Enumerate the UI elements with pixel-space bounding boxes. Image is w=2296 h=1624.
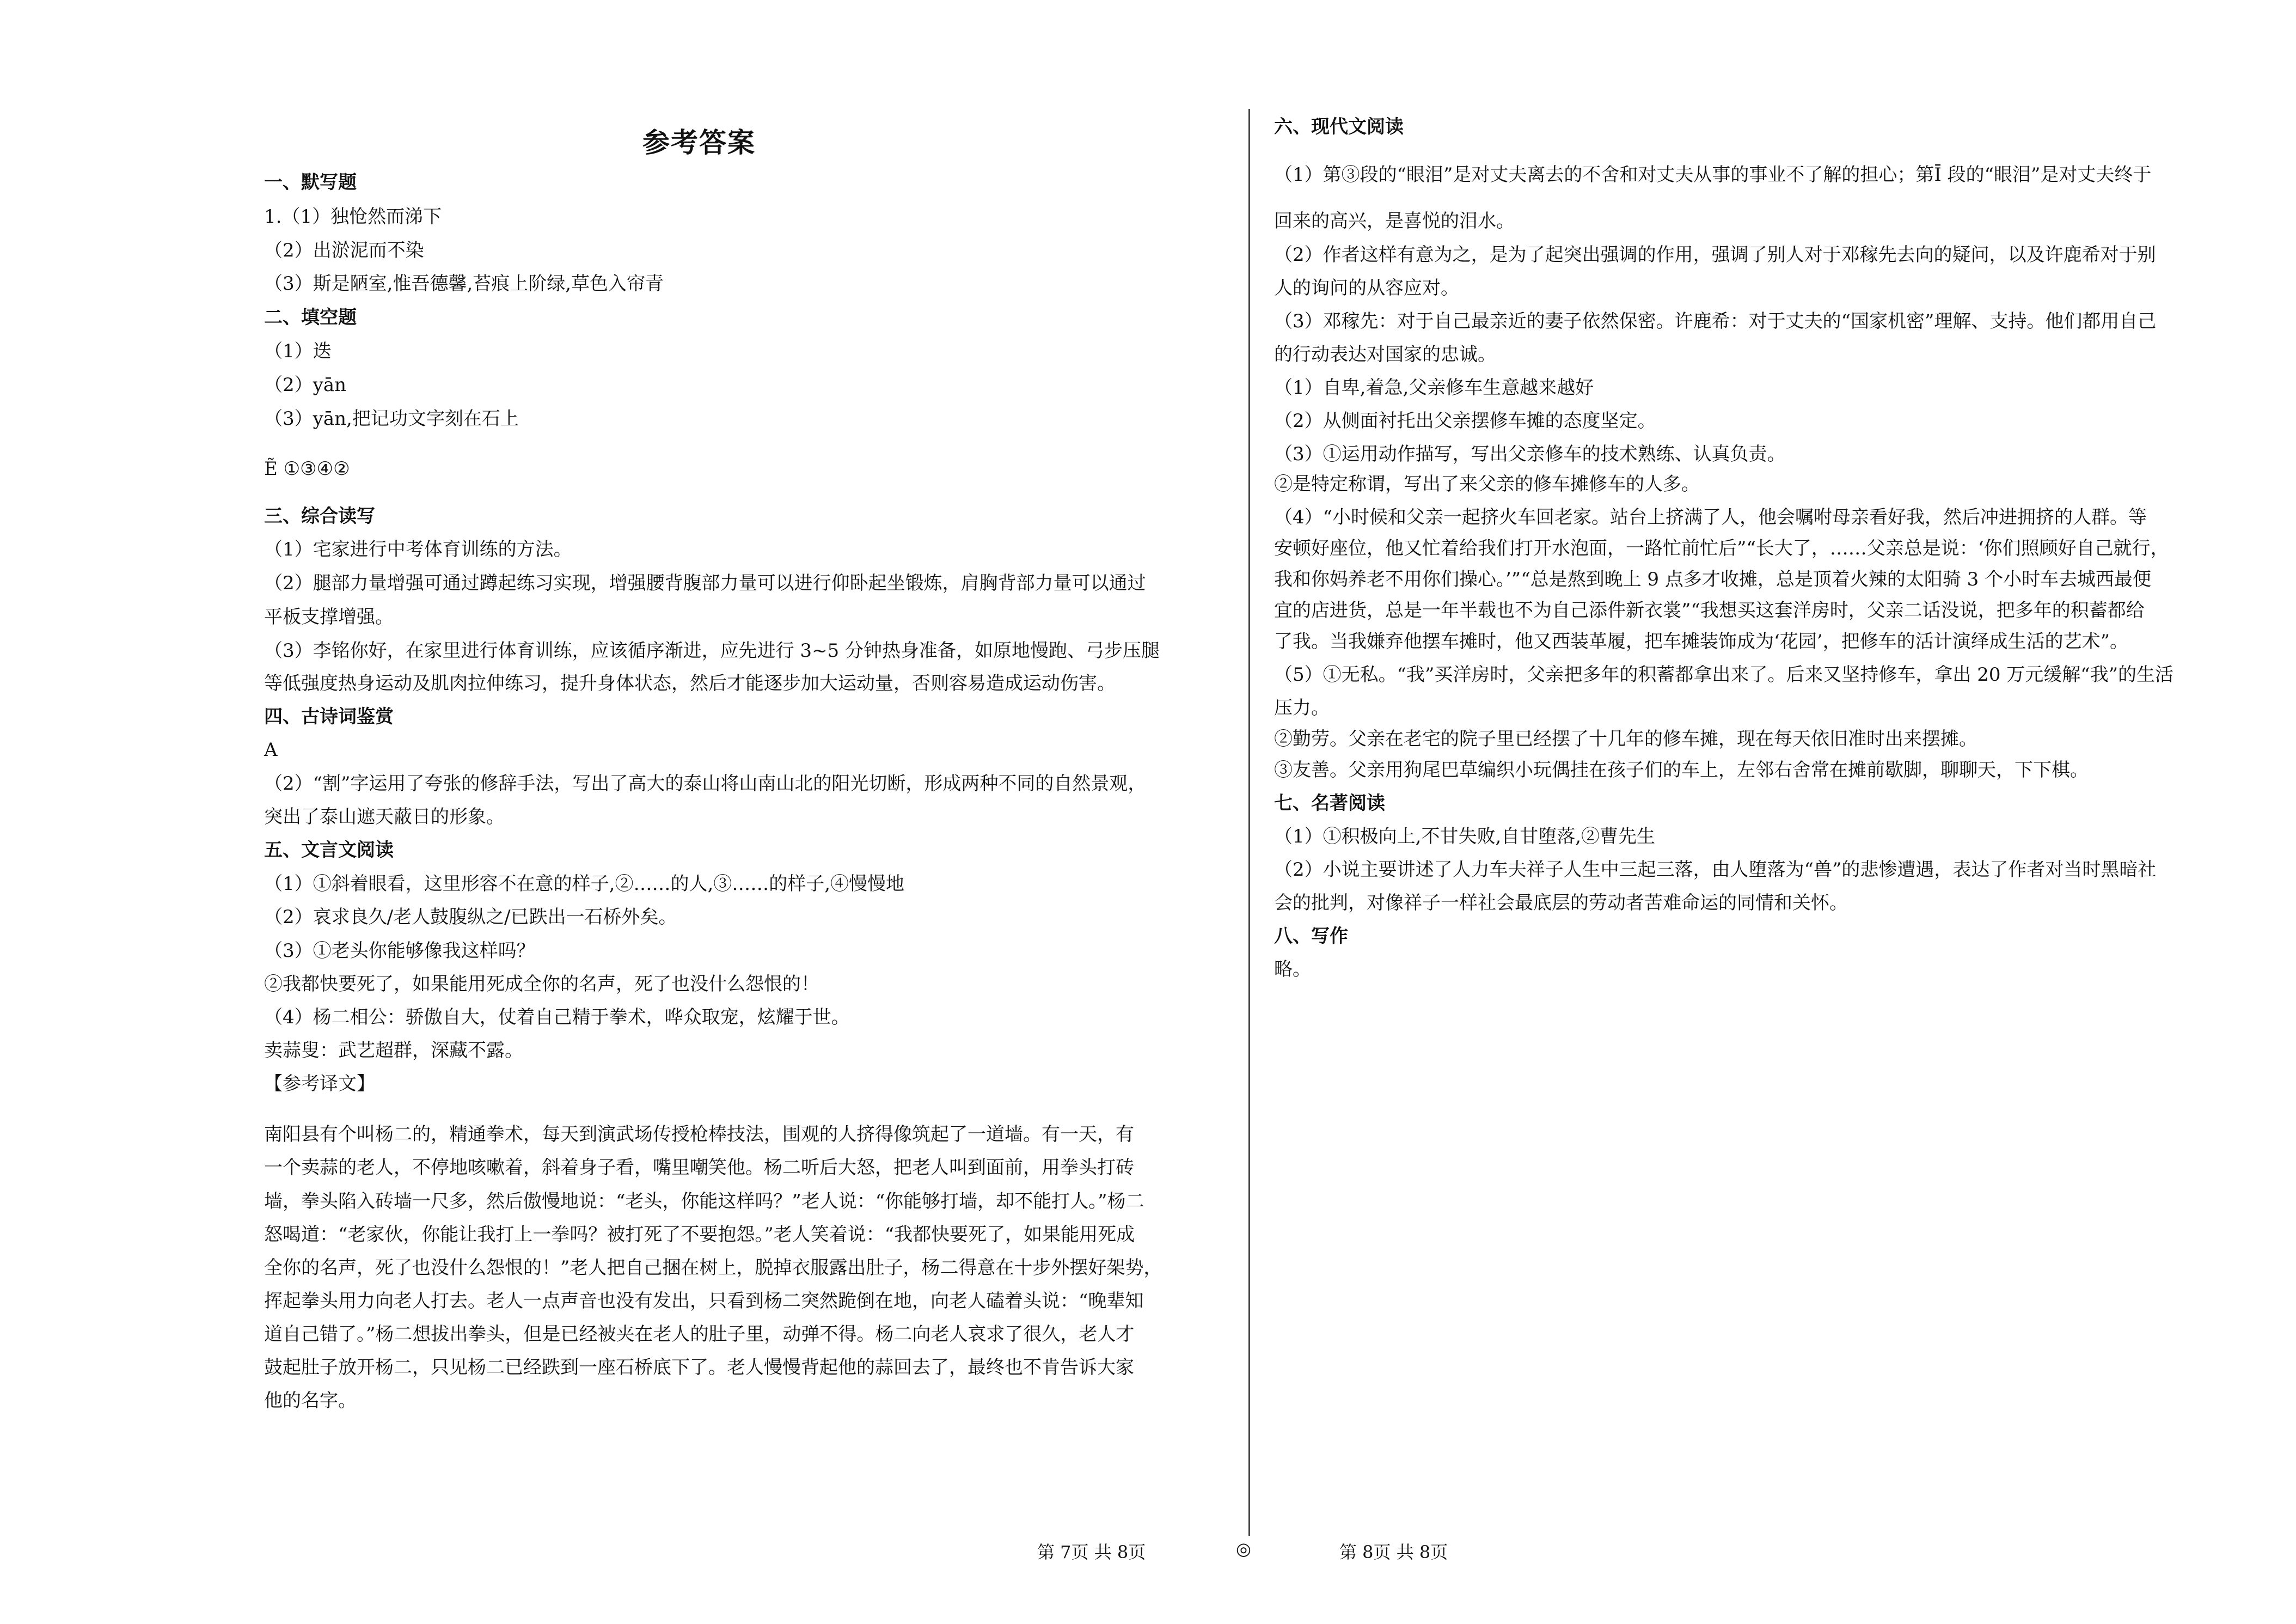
text-line: 突出了泰山遮天蔽日的形象。 xyxy=(264,806,505,828)
text-line: 【参考译文】 xyxy=(264,1073,375,1095)
text-line: 全你的名声，死了也没什么怨恨的！”老人把自己捆在树上，脱掉衣服露出肚子，杨二得意在十步外摆好架势， xyxy=(264,1257,1162,1279)
text-line: 我和你妈养老不用你们操心。’”“总是熬到晚上 9 点多才收摊，总是顶着火辣的太阳骑 3 个小时车去城西最便 xyxy=(1274,569,2152,590)
text-line: （2）哀求良久/老人鼓腹纵之/已跌出一石桥外矣。 xyxy=(264,906,677,928)
text-line: （1）第③段的“眼泪”是对丈夫离去的不舍和对丈夫从事的事业不了解的担心；第Ī 段的“眼泪”是对丈夫终于 xyxy=(1274,164,2152,186)
section-heading: 六、现代文阅读 xyxy=(1274,116,1404,138)
text-line: ③友善。父亲用狗尾巴草编织小玩偶挂在孩子们的车上，左邻右舍常在摊前歇脚，聊聊天，下下棋。 xyxy=(1274,759,2089,781)
text-line: （5）①无私。“我”买洋房时，父亲把多年的积蓄都拿出来了。后来又坚持修车，拿出 20 万元缓解“我”的生活 xyxy=(1274,664,2174,686)
text-line: 1.（1）独怆然而涕下 xyxy=(264,206,442,228)
text-line: （2）“割”字运用了夸张的修辞手法，写出了高大的泰山将山南山北的阳光切断，形成两种不同的自然景观， xyxy=(264,773,1147,795)
text-line: ②我都快要死了，如果能用死成全你的名声，死了也没什么怨恨的！ xyxy=(264,973,819,995)
text-line: 了我。当我嫌弃他摆车摊时，他又西装革履，把车摊装饰成为‘花园’，把修车的活计演绎成生活的艺术”。 xyxy=(1274,631,2128,652)
text-line: 道自己错了。”杨二想拔出拳头，但是已经被夹在老人的肚子里，动弹不得。杨二向老人哀求了很久，老人才 xyxy=(264,1323,1135,1345)
text-line: 人的询问的从容应对。 xyxy=(1274,277,1459,299)
text-line: （2）小说主要讲述了人力车夫祥子人生中三起三落，由人堕落为“兽”的悲惨遭遇，表达了作者对当时黑暗社 xyxy=(1274,859,2157,881)
text-line: （3）李铭你好，在家里进行体育训练，应该循序渐进，应先进行 3~5 分钟热身准备，如原地慢跑、弓步压腿 xyxy=(264,640,1160,662)
text-line: （3）yān,把记功文字刻在石上 xyxy=(264,408,519,430)
text-line: 南阳县有个叫杨二的，精通拳术，每天到演武场传授枪棒技法，围观的人挤得像筑起了一道墙。有一天，有 xyxy=(264,1124,1134,1145)
text-line: 略。 xyxy=(1274,958,1311,980)
text-line: （2）yān xyxy=(264,374,347,396)
footer-center-mark: ◎ xyxy=(1236,1538,1251,1559)
text-line: （3）①老头你能够像我这样吗？ xyxy=(264,940,535,962)
text-line: 挥起拳头用力向老人打去。老人一点声音也没有发出，只看到杨二突然跪倒在地，向老人磕着头说：“晚辈知 xyxy=(264,1290,1144,1312)
text-line: 等低强度热身运动及肌肉拉伸练习，提升身体状态，然后才能逐步加大运动量，否则容易造成运动伤害。 xyxy=(264,673,1116,694)
text-line: （1）迭 xyxy=(264,340,332,362)
section-heading: 一、默写题 xyxy=(264,172,357,193)
text-line: 安顿好座位，他又忙着给我们打开水泡面，一路忙前忙后”“长大了，……父亲总是说：‘你们照顾好自己就行， xyxy=(1274,538,2169,559)
text-line: （3）邓稼先：对于自己最亲近的妻子依然保密。许鹿希：对于丈夫的“国家机密”理解、支持。他们都用自己 xyxy=(1274,310,2157,332)
page-title: 参考答案 xyxy=(642,126,756,158)
section-heading: 三、综合读写 xyxy=(264,505,375,527)
text-line: ②勤劳。父亲在老宅的院子里已经摆了十几年的修车摊，现在每天依旧准时出来摆摊。 xyxy=(1274,728,1977,750)
text-line: 一个卖蒜的老人，不停地咳嗽着，斜着身子看，嘴里嘲笑他。杨二听后大怒，把老人叫到面前，用拳头打砖 xyxy=(264,1157,1134,1179)
column-divider xyxy=(1248,109,1250,1536)
section-heading: 四、古诗词鉴赏 xyxy=(264,706,394,728)
text-line: （2）腿部力量增强可通过蹲起练习实现，增强腰背腹部力量可以进行仰卧起坐锻炼，肩胸背部力量可以通过 xyxy=(264,572,1146,594)
text-line: （2）出淤泥而不染 xyxy=(264,240,424,261)
text-line: （1）①积极向上,不甘失败,自甘堕落,②曹先生 xyxy=(1274,826,1656,847)
text-line: 他的名字。 xyxy=(264,1390,357,1412)
text-line: 卖蒜叟：武艺超群，深藏不露。 xyxy=(264,1040,523,1061)
text-line: 平板支撑增强。 xyxy=(264,606,394,628)
text-line: （3）斯是陋室,惟吾德馨,苔痕上阶绿,草色入帘青 xyxy=(264,273,664,295)
text-line: 怒喝道：“老家伙，你能让我打上一拳吗？被打死了不要抱怨。”老人笑着说：“我都快要死了，如果能用死成 xyxy=(264,1224,1135,1246)
section-heading: 七、名著阅读 xyxy=(1274,792,1385,814)
text-line: 会的批判，对像祥子一样社会最底层的劳动者苦难命运的同情和关怀。 xyxy=(1274,892,1848,914)
section-heading: 五、文言文阅读 xyxy=(264,839,394,861)
text-line: 墙，拳头陷入砖墙一尺多，然后傲慢地说：“老头，你能这样吗？”老人说：“你能够打墙，却不能打人。”杨二 xyxy=(264,1190,1144,1212)
text-line: （2）作者这样有意为之，是为了起突出强调的作用，强调了别人对于邓稼先去向的疑问，以及许鹿希对于别 xyxy=(1274,244,2156,266)
text-line: 鼓起肚子放开杨二，只见杨二已经跌到一座石桥底下了。老人慢慢背起他的蒜回去了，最终也不肯告诉大家 xyxy=(264,1357,1134,1378)
footer-page-left: 第 7页 共 8页 xyxy=(1037,1542,1146,1562)
text-line: 的行动表达对国家的忠诚。 xyxy=(1274,344,1496,365)
text-line: 回来的高兴，是喜悦的泪水。 xyxy=(1274,210,1515,232)
footer-page-right: 第 8页 共 8页 xyxy=(1339,1542,1448,1562)
text-line: A xyxy=(264,739,278,761)
text-line: （2）从侧面衬托出父亲摆修车摊的态度坚定。 xyxy=(1274,410,1656,432)
text-line: （1）①斜着眼看，这里形容不在意的样子,②……的人,③……的样子,④慢慢地 xyxy=(264,873,905,895)
section-heading: 八、写作 xyxy=(1274,925,1348,947)
text-line: Ẽ ①③④② xyxy=(264,458,350,480)
text-line: （3）①运用动作描写，写出父亲修车的技术熟练、认真负责。 xyxy=(1274,443,1786,465)
text-line: （4）“小时候和父亲一起挤火车回老家。站台上挤满了人，他会嘱咐母亲看好我，然后冲进拥挤的人群。等 xyxy=(1274,506,2147,528)
text-line: （1）宅家进行中考体育训练的方法。 xyxy=(264,539,572,560)
text-line: （1）自卑,着急,父亲修车生意越来越好 xyxy=(1274,377,1594,399)
text-line: ②是特定称谓，写出了来父亲的修车摊修车的人多。 xyxy=(1274,473,1700,495)
section-heading: 二、填空题 xyxy=(264,307,357,328)
text-line: 压力。 xyxy=(1274,697,1330,719)
text-line: 宜的店进货，总是一年半载也不为自己添件新衣裳”“我想买这套洋房时，父亲二话没说，把多年的积蓄都给 xyxy=(1274,600,2145,621)
text-line: （4）杨二相公：骄傲自大，仗着自己精于拳术，哗众取宠，炫耀于世。 xyxy=(264,1006,850,1028)
